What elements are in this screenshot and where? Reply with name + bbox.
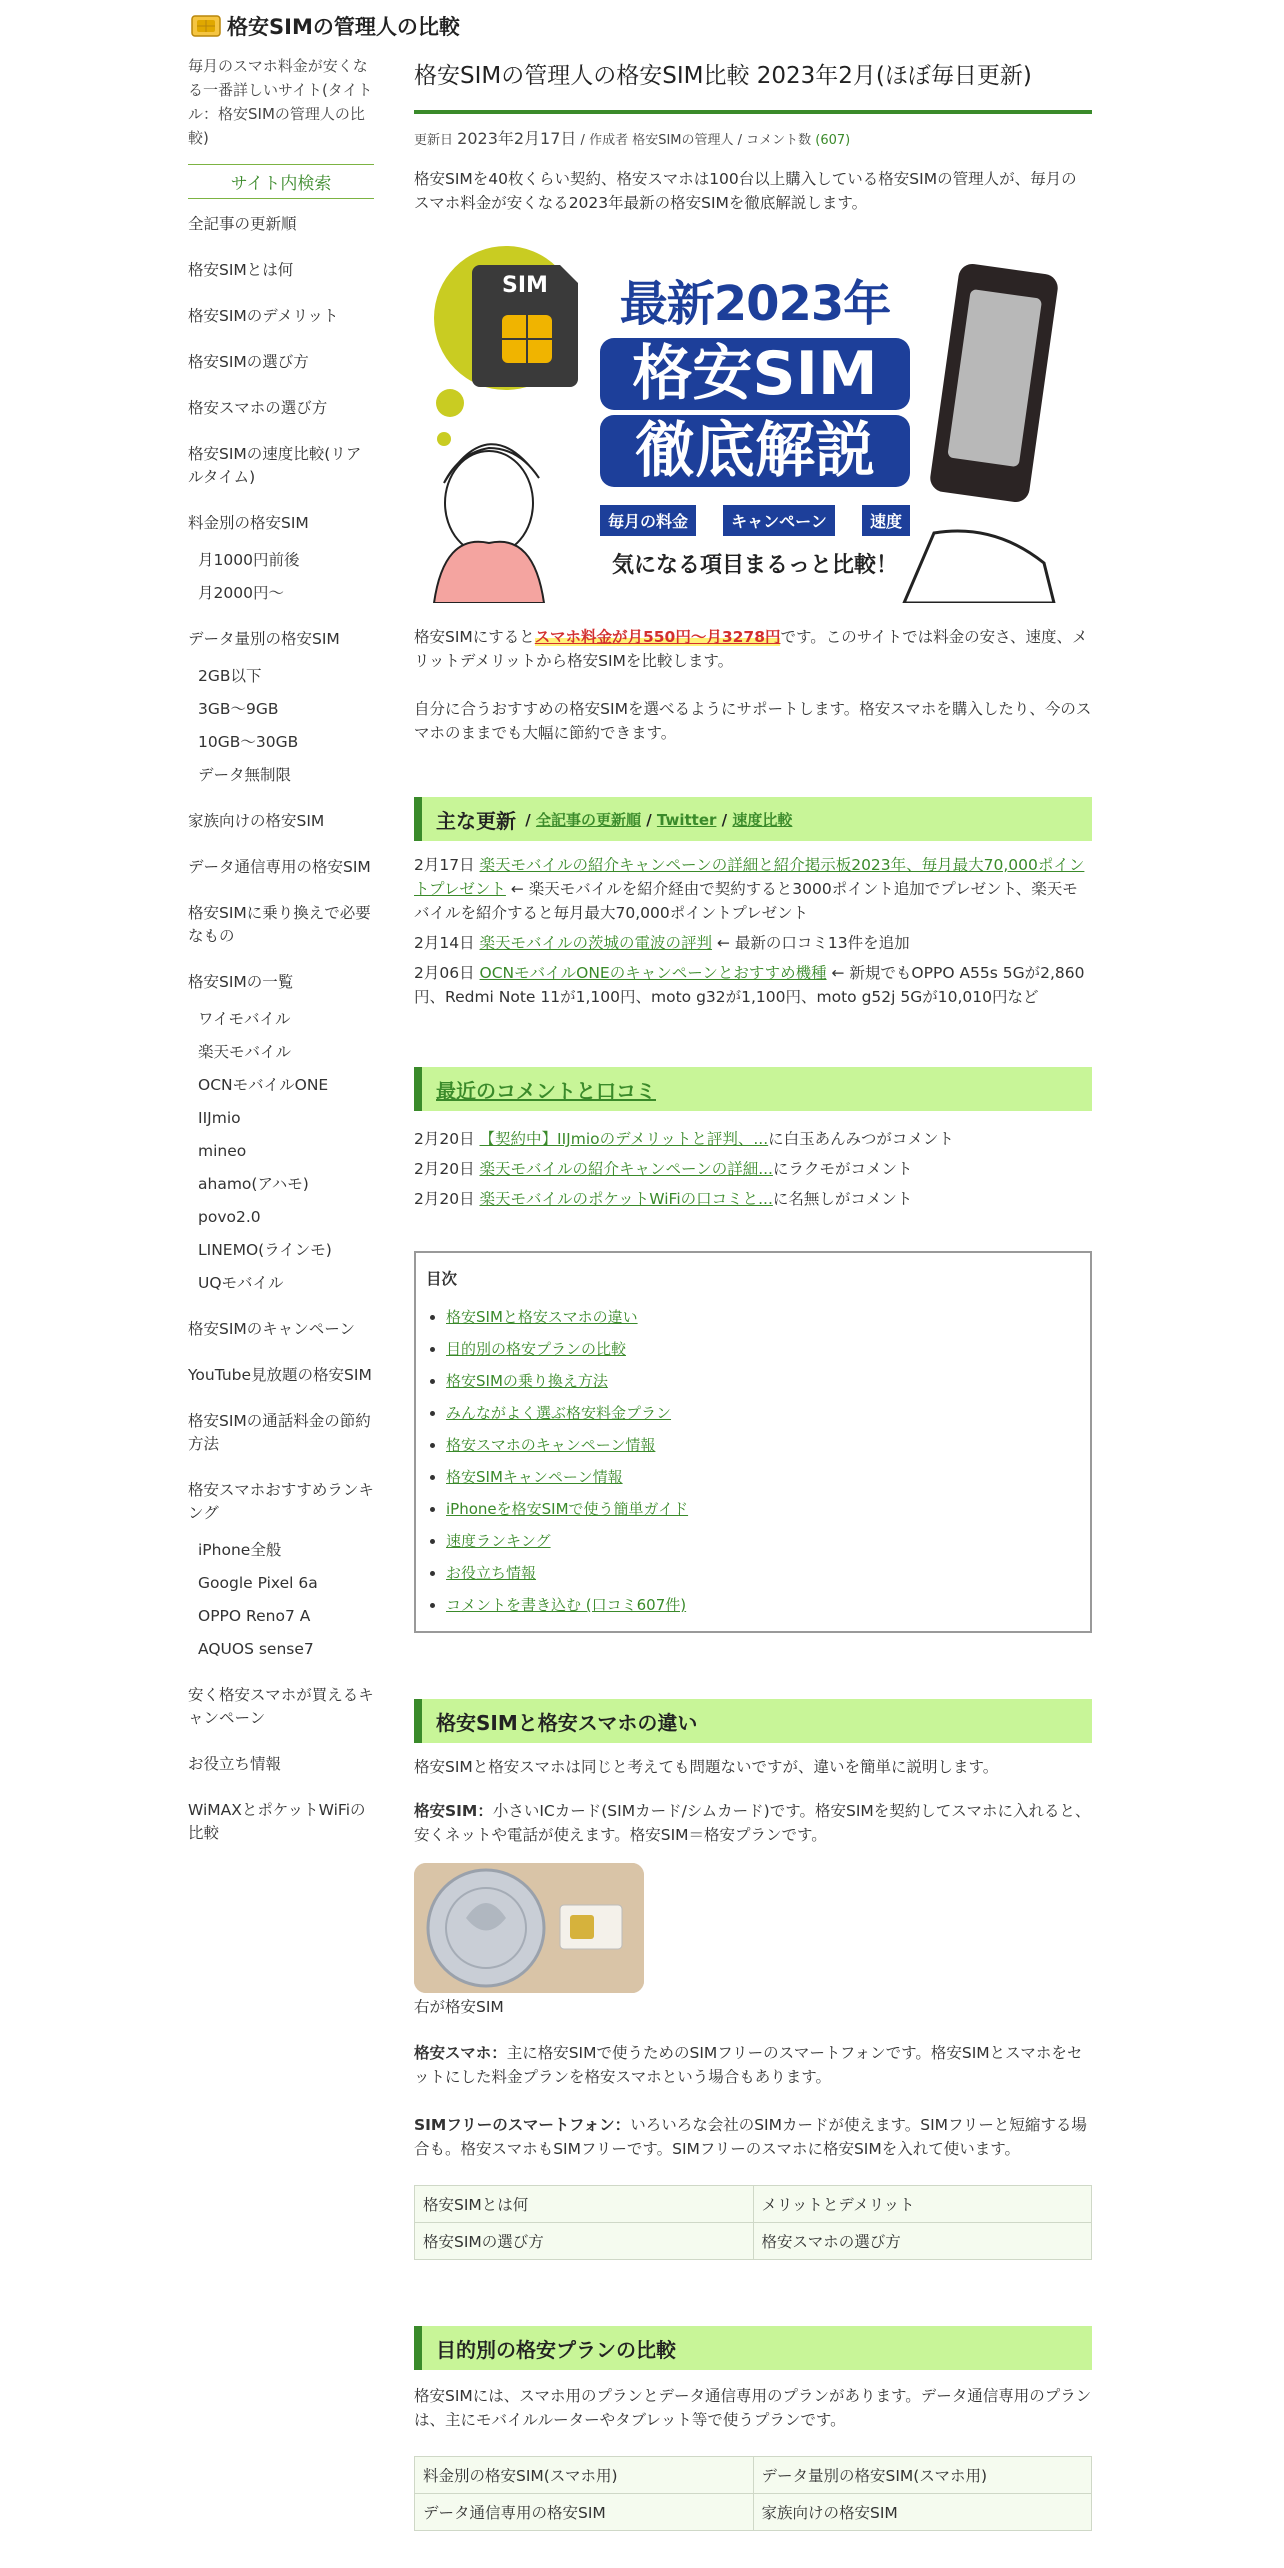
sidebar-nav-subitem[interactable]: 10GB〜30GB xyxy=(198,733,299,751)
phone-definition-label: 格安スマホ： xyxy=(414,2044,507,2062)
price-range-highlight: スマホ料金が月550円〜月3278円 xyxy=(534,628,781,646)
comments-list xyxy=(414,1127,1092,1211)
table-link-cell[interactable]: 格安スマホの選び方 xyxy=(753,2223,1092,2260)
toc-item xyxy=(446,1557,1080,1589)
sim-vs-phone-heading: 格安SIMと格安スマホの違い xyxy=(414,1699,1092,1743)
update-date: 2月14日 xyxy=(414,934,480,952)
sidebar-nav-item[interactable]: 料金別の格安SIM xyxy=(188,514,309,532)
update-item xyxy=(414,961,1092,1009)
intro-paragraph: 格安SIMを40枚くらい契約、格安スマホは100台以上購入している格安SIMの管理人が、毎月のスマホ料金が安くなる2023年最新の格安SIMを徹底解説します。 xyxy=(414,170,1077,212)
sidebar-nav-subitem[interactable]: iPhone全般 xyxy=(198,1541,282,1559)
sidebar-nav-subitem[interactable]: povo2.0 xyxy=(198,1208,261,1226)
hero-text-line2: 格安SIM xyxy=(600,338,910,410)
comment-author-text: に白玉あんみつがコメント xyxy=(768,1130,954,1148)
sidebar-nav-subitem[interactable]: LINEMO(ラインモ) xyxy=(198,1241,332,1259)
toc-item xyxy=(446,1333,1080,1365)
toc-item xyxy=(446,1365,1080,1397)
sim-definition-text: 小さいICカード(SIMカード/シムカード)です。格安SIMを契約してスマホに入れると、安くネットや電話が使えます。格安SIM＝格安プランです。 xyxy=(414,1802,1091,1844)
toc-item xyxy=(446,1397,1080,1429)
comment-date: 2月20日 xyxy=(414,1190,480,1208)
toc-item xyxy=(446,1429,1080,1461)
updates-links xyxy=(520,809,792,830)
sidebar-nav-subitem[interactable]: 月1000円前後 xyxy=(198,551,300,569)
comment-item xyxy=(414,1127,1092,1151)
sidebar-nav-item[interactable]: 格安SIMの一覧 xyxy=(188,973,294,991)
hero-banner-image xyxy=(414,243,1092,603)
support-paragraph: 自分に合うおすすめの格安SIMを選べるようにサポートします。格安スマホを購入したり、今のスマホのままでも大幅に節約できます。 xyxy=(414,700,1092,742)
hero-tag-campaign: キャンペーン xyxy=(723,505,835,536)
comment-item xyxy=(414,1187,1092,1211)
table-link-cell[interactable]: データ通信専用の格安SIM xyxy=(415,2494,754,2531)
updates-list xyxy=(414,853,1092,1009)
update-date: 2月06日 xyxy=(414,964,480,982)
toc-link[interactable]: みんながよく選ぶ格安料金プラン xyxy=(446,1404,672,1422)
table-link-cell[interactable]: 格安SIMの選び方 xyxy=(415,2223,754,2260)
update-text: ← 新規でもOPPO A55s 5Gが2,860円、Redmi Note 11が1,100円、moto g32が1,100円、moto g52j 5Gが10,010円など xyxy=(414,964,1085,1006)
toc-link[interactable]: 速度ランキング xyxy=(446,1532,551,1550)
sidebar-nav-item[interactable]: 格安スマホおすすめランキング xyxy=(188,1481,374,1522)
simfree-definition xyxy=(414,2113,1092,2161)
update-item xyxy=(414,853,1092,925)
sim-vs-phone-intro: 格安SIMと格安スマホは同じと考えても問題ないですが、違いを簡単に説明します。 xyxy=(414,1758,999,1776)
table-link-cell[interactable]: 家族向けの格安SIM xyxy=(753,2494,1092,2531)
price-summary-paragraph xyxy=(414,625,1092,673)
site-header xyxy=(191,8,1091,44)
hero-text-line3: 徹底解説 xyxy=(600,415,910,487)
table-row xyxy=(415,2223,1092,2260)
plan-comparison-heading: 目的別の格安プランの比較 xyxy=(414,2326,1092,2370)
updated-label: 更新日 xyxy=(414,133,454,148)
simfree-definition-text: いろいろな会社のSIMカードが使えます。SIMフリーと短縮する場合も。格安スマホもSIMフリーです。SIMフリーのスマホに格安SIMを入れて使います。 xyxy=(414,2116,1087,2158)
sidebar-nav-item[interactable]: 格安SIMの選び方 xyxy=(188,353,309,371)
page-title: 格安SIMの管理人の格安SIM比較 2023年2月(ほぼ毎日更新) xyxy=(414,54,1092,114)
toc-link[interactable]: 格安SIMの乗り換え方法 xyxy=(446,1372,608,1390)
sim-definition xyxy=(414,1799,1092,1847)
comment-article-link[interactable]: 楽天モバイルのポケットWiFiの口コミと... xyxy=(479,1190,773,1208)
sidebar-nav-item[interactable]: YouTube見放題の格安SIM xyxy=(188,1366,372,1384)
site-description: 毎月のスマホ料金が安くなる一番詳しいサイト(タイトル：格安SIMの管理人の比較) xyxy=(188,57,373,147)
updates-title: 主な更新 xyxy=(436,808,516,833)
toc-title: 目次 xyxy=(426,1270,458,1288)
sidebar-nav-item[interactable]: 格安SIMとは何 xyxy=(188,261,294,279)
toc-link[interactable]: iPhoneを格安SIMで使う簡単ガイド xyxy=(446,1500,689,1518)
comment-author-text: に名無しがコメント xyxy=(772,1190,913,1208)
sidebar-nav-item[interactable]: データ量別の格安SIM xyxy=(188,630,340,648)
sidebar-nav-item[interactable]: WiMAXとポケットWiFiの比較 xyxy=(188,1801,366,1842)
hero-tags xyxy=(600,505,910,536)
main-content xyxy=(414,54,1092,2531)
comment-date: 2月20日 xyxy=(414,1160,480,1178)
price-summary-tail: です。このサイトでは料金の安さ、速度、メリットデメリットから格安SIMを比較します。 xyxy=(414,628,1088,670)
comments-title-link[interactable]: 最近のコメントと口コミ xyxy=(436,1078,656,1103)
update-link[interactable]: 楽天モバイルの茨城の電波の評判 xyxy=(479,934,713,952)
updates-section-heading xyxy=(414,797,1092,841)
photo-caption: 右が格安SIM xyxy=(414,1998,504,2016)
toc-link[interactable]: 格安SIMと格安スマホの違い xyxy=(446,1308,638,1326)
sidebar-nav-subitem[interactable]: Google Pixel 6a xyxy=(198,1574,318,1592)
phone-definition-text: 主に格安SIMで使うためのSIMフリーのスマートフォンです。格安SIMとスマホをセットにした料金プランを格安スマホという場合もあります。 xyxy=(414,2044,1083,2086)
plan-comparison-intro: 格安SIMには、スマホ用のプランとデータ通信専用のプランがあります。データ通信専用のプランは、主にモバイルルーターやタブレット等で使うプランです。 xyxy=(414,2387,1092,2429)
comment-article-link[interactable]: 楽天モバイルの紹介キャンペーンの詳細... xyxy=(479,1160,773,1178)
sidebar-nav-item[interactable]: 格安スマホの選び方 xyxy=(188,399,328,417)
post-meta xyxy=(414,126,1092,149)
toc-item xyxy=(446,1461,1080,1493)
toc-item xyxy=(446,1525,1080,1557)
sidebar-nav-item[interactable]: 格安SIMの通話料金の節約方法 xyxy=(188,1412,371,1453)
hero-text-line1: 最新2023年 xyxy=(619,276,891,332)
sim-links-table xyxy=(414,2185,1092,2260)
table-link-cell[interactable]: 格安SIMとは何 xyxy=(415,2186,754,2223)
simfree-definition-label: SIMフリーのスマートフォン： xyxy=(414,2116,631,2134)
twitter-link[interactable]: Twitter xyxy=(656,810,717,829)
author-info: / 作成者 格安SIMの管理人 / コメント数 xyxy=(576,133,816,148)
sidebar-nav-subitem[interactable]: データ無制限 xyxy=(198,766,292,784)
sim-card-logo-icon xyxy=(191,14,221,38)
separator: / xyxy=(525,810,531,829)
sidebar-nav-subitem[interactable]: 3GB〜9GB xyxy=(198,700,279,718)
sidebar-nav-subitem[interactable]: mineo xyxy=(198,1142,247,1160)
toc-link[interactable]: お役立ち情報 xyxy=(446,1564,537,1582)
update-item xyxy=(414,931,1092,955)
table-link-cell[interactable]: データ量別の格安SIM(スマホ用) xyxy=(753,2457,1092,2494)
toc-link[interactable]: コメントを書き込む (口コミ607件) xyxy=(446,1596,687,1614)
updated-date: 2023年2月17日 xyxy=(457,129,577,148)
site-title-link[interactable]: 格安SIMの管理人の比較 xyxy=(227,15,460,39)
toc-list xyxy=(426,1301,1080,1621)
all-articles-link[interactable]: 全記事の更新順 xyxy=(535,810,641,829)
sidebar-nav-subitem[interactable]: ワイモバイル xyxy=(198,1010,291,1028)
sidebar-nav-item[interactable]: お役立ち情報 xyxy=(188,1755,282,1773)
toc-item xyxy=(446,1493,1080,1525)
sidebar-nav-subitem[interactable]: 楽天モバイル xyxy=(198,1043,292,1061)
sim-definition-label: 格安SIM： xyxy=(414,1802,493,1820)
table-link-cell[interactable]: メリットとデメリット xyxy=(753,2186,1092,2223)
table-row xyxy=(415,2186,1092,2223)
sim-card-photo xyxy=(414,1863,644,1993)
sidebar-nav-item[interactable]: データ通信専用の格安SIM xyxy=(188,858,371,876)
sidebar-nav-subitem[interactable]: ahamo(アハモ) xyxy=(198,1175,309,1193)
plan-links-table xyxy=(414,2456,1092,2531)
sidebar-nav-subitem[interactable]: OCNモバイルONE xyxy=(198,1076,329,1094)
separator: / xyxy=(646,810,652,829)
sidebar-nav-item[interactable]: 安く格安スマホが買えるキャンペーン xyxy=(188,1686,374,1727)
hero-tag-price: 毎月の料金 xyxy=(600,505,696,536)
toc-item xyxy=(446,1589,1080,1621)
toc-item xyxy=(446,1301,1080,1333)
sidebar-nav-subitem[interactable]: IIJmio xyxy=(198,1109,241,1127)
toc-link[interactable]: 目的別の格安プランの比較 xyxy=(446,1340,627,1358)
sidebar-nav-item[interactable]: 家族向けの格安SIM xyxy=(188,812,325,830)
table-row xyxy=(415,2457,1092,2494)
update-text: ← 楽天モバイルを紹介経由で契約すると3000ポイント追加でプレゼント、楽天モバイルを紹介すると毎月最大70,000ポイントプレゼント xyxy=(414,880,1078,922)
phone-definition xyxy=(414,2041,1092,2089)
comment-count-link[interactable]: (607) xyxy=(815,133,851,148)
sidebar-nav-subitem[interactable]: UQモバイル xyxy=(198,1274,284,1292)
sidebar-nav-subitem[interactable]: OPPO Reno7 A xyxy=(198,1607,311,1625)
sidebar-nav-item[interactable]: 全記事の更新順 xyxy=(188,215,297,233)
comment-date: 2月20日 xyxy=(414,1130,480,1148)
toc-link[interactable]: 格安スマホのキャンペーン情報 xyxy=(446,1436,656,1454)
sidebar-nav-subitem[interactable]: AQUOS sense7 xyxy=(198,1640,314,1658)
table-link-cell[interactable]: 料金別の格安SIM(スマホ用) xyxy=(415,2457,754,2494)
comments-section-heading xyxy=(414,1067,1092,1111)
sidebar-nav-item[interactable]: 格安SIMの速度比較(リアルタイム) xyxy=(188,445,362,486)
update-text: ← 最新の口コミ13件を追加 xyxy=(712,934,910,952)
update-link[interactable]: 楽天モバイルの紹介キャンペーンの詳細と紹介掲示板2023年、毎月最大70,000ポイントプレゼント xyxy=(414,856,1085,898)
comment-article-link[interactable]: 【契約中】IIJmioのデメリットと評判、... xyxy=(479,1130,769,1148)
sidebar-nav-subitem[interactable]: 月2000円〜 xyxy=(198,584,284,602)
price-summary-lead: 格安SIMにすると xyxy=(414,628,535,646)
separator: / xyxy=(721,810,728,829)
sidebar-nav-subitem[interactable]: 2GB以下 xyxy=(198,667,262,685)
hero-sim-text: SIM xyxy=(502,273,548,298)
coin-and-sim-illustration xyxy=(414,1863,644,1993)
hero-tag-speed: 速度 xyxy=(862,505,910,536)
site-search-heading[interactable]: サイト内検索 xyxy=(188,164,374,199)
update-link[interactable]: OCNモバイルONEのキャンペーンとおすすめ機種 xyxy=(479,964,827,982)
speed-comparison-link[interactable]: 速度比較 xyxy=(732,810,793,829)
sidebar-nav-item[interactable]: 格安SIMに乗り換えで必要なもの xyxy=(188,904,371,945)
sidebar-nav-item[interactable]: 格安SIMのデメリット xyxy=(188,307,339,325)
table-row xyxy=(415,2494,1092,2531)
toc-link[interactable]: 格安SIMキャンペーン情報 xyxy=(446,1468,623,1486)
sidebar-nav xyxy=(188,213,374,1845)
table-of-contents xyxy=(414,1251,1092,1633)
hero-bottom-text: 気になる項目まるっと比較！ xyxy=(611,553,898,578)
comment-item xyxy=(414,1157,1092,1181)
update-date: 2月17日 xyxy=(414,856,480,874)
sidebar xyxy=(188,54,374,1845)
comment-author-text: にラクモがコメント xyxy=(773,1160,913,1178)
sidebar-nav-item[interactable]: 格安SIMのキャンペーン xyxy=(188,1320,355,1338)
